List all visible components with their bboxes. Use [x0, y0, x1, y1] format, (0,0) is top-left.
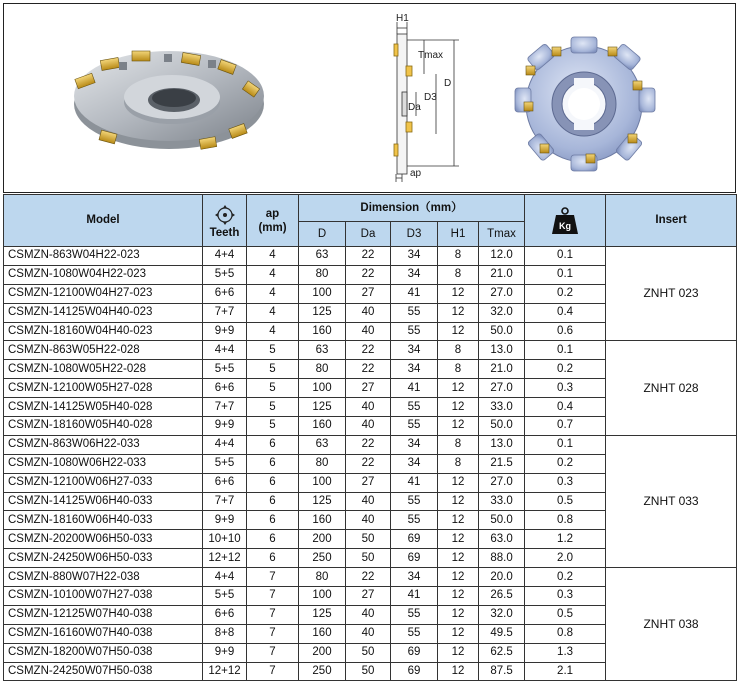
cell-d: 250 — [299, 662, 346, 681]
cell-d: 100 — [299, 473, 346, 492]
cell-h1: 8 — [438, 454, 479, 473]
cell-d3: 41 — [391, 473, 438, 492]
cell-d3: 55 — [391, 322, 438, 341]
cell-teeth: 4+4 — [203, 247, 247, 266]
product-illustrations — [4, 4, 737, 194]
cell-d3: 69 — [391, 643, 438, 662]
cell-d3: 55 — [391, 511, 438, 530]
header-insert: Insert — [606, 195, 737, 247]
cell-model: CSMZN-863W05H22-028 — [4, 341, 203, 360]
cell-h1: 8 — [438, 360, 479, 379]
header-ap-unit: (mm) — [258, 221, 287, 234]
cell-kg: 1.3 — [525, 643, 606, 662]
cell-d3: 69 — [391, 549, 438, 568]
cell-ap: 6 — [247, 549, 299, 568]
cell-ap: 6 — [247, 435, 299, 454]
cell-da: 40 — [346, 624, 391, 643]
cell-model: CSMZN-24250W07H50-038 — [4, 662, 203, 681]
cell-teeth: 5+5 — [203, 587, 247, 606]
cell-h1: 12 — [438, 549, 479, 568]
cell-model: CSMZN-880W07H22-038 — [4, 568, 203, 587]
cell-da: 27 — [346, 284, 391, 303]
teeth-cutter-icon — [212, 204, 238, 226]
cell-kg: 0.3 — [525, 587, 606, 606]
cell-kg: 1.2 — [525, 530, 606, 549]
cell-model: CSMZN-1080W06H22-033 — [4, 454, 203, 473]
cell-insert: ZNHT 028 — [606, 341, 737, 435]
cell-h1: 12 — [438, 379, 479, 398]
cell-model: CSMZN-12125W07H40-038 — [4, 605, 203, 624]
cell-d: 63 — [299, 341, 346, 360]
cell-kg: 0.3 — [525, 473, 606, 492]
cell-kg: 0.1 — [525, 435, 606, 454]
cell-teeth: 6+6 — [203, 473, 247, 492]
cell-d: 63 — [299, 435, 346, 454]
cell-tmax: 50.0 — [479, 322, 525, 341]
cell-d3: 34 — [391, 435, 438, 454]
cell-da: 22 — [346, 247, 391, 266]
cell-tmax: 63.0 — [479, 530, 525, 549]
cell-tmax: 21.0 — [479, 265, 525, 284]
cell-ap: 7 — [247, 605, 299, 624]
cell-d: 125 — [299, 398, 346, 417]
cell-d: 80 — [299, 454, 346, 473]
cell-ap: 5 — [247, 417, 299, 436]
cell-h1: 8 — [438, 435, 479, 454]
cell-model: CSMZN-18160W04H40-023 — [4, 322, 203, 341]
cell-ap: 6 — [247, 492, 299, 511]
cell-d3: 34 — [391, 265, 438, 284]
cell-teeth: 6+6 — [203, 379, 247, 398]
cell-tmax: 33.0 — [479, 398, 525, 417]
weight-kg-icon — [550, 206, 580, 236]
cell-tmax: 32.0 — [479, 303, 525, 322]
cell-d3: 69 — [391, 662, 438, 681]
cell-insert: ZNHT 033 — [606, 435, 737, 567]
diagram-label-d3: D3 — [424, 92, 437, 103]
cell-ap: 5 — [247, 341, 299, 360]
product-images-panel — [3, 3, 736, 193]
cell-d3: 34 — [391, 247, 438, 266]
cell-da: 22 — [346, 435, 391, 454]
cell-d3: 34 — [391, 568, 438, 587]
cell-da: 40 — [346, 492, 391, 511]
cell-kg: 0.2 — [525, 360, 606, 379]
cell-kg: 0.8 — [525, 624, 606, 643]
cell-ap: 5 — [247, 398, 299, 417]
cell-da: 22 — [346, 265, 391, 284]
cell-teeth: 5+5 — [203, 265, 247, 284]
cell-da: 40 — [346, 303, 391, 322]
cell-kg: 0.4 — [525, 303, 606, 322]
cell-ap: 5 — [247, 360, 299, 379]
cell-model: CSMZN-1080W05H22-028 — [4, 360, 203, 379]
cell-tmax: 27.0 — [479, 379, 525, 398]
cell-d: 100 — [299, 284, 346, 303]
cell-tmax: 50.0 — [479, 417, 525, 436]
header-tmax: Tmax — [479, 222, 525, 247]
cell-ap: 7 — [247, 568, 299, 587]
cell-h1: 12 — [438, 417, 479, 436]
cell-ap: 7 — [247, 643, 299, 662]
cell-d3: 55 — [391, 605, 438, 624]
cell-da: 40 — [346, 511, 391, 530]
cell-da: 22 — [346, 568, 391, 587]
cell-da: 40 — [346, 605, 391, 624]
cell-insert: ZNHT 023 — [606, 247, 737, 341]
cell-teeth: 6+6 — [203, 284, 247, 303]
cell-teeth: 7+7 — [203, 303, 247, 322]
diagram-label-ap: ap — [410, 168, 422, 179]
cell-d3: 69 — [391, 530, 438, 549]
table-row — [4, 247, 737, 266]
cell-tmax: 21.5 — [479, 454, 525, 473]
cell-ap: 4 — [247, 322, 299, 341]
cell-teeth: 5+5 — [203, 360, 247, 379]
cell-d: 250 — [299, 549, 346, 568]
cell-tmax: 49.5 — [479, 624, 525, 643]
cell-ap: 6 — [247, 511, 299, 530]
cell-da: 22 — [346, 360, 391, 379]
cell-model: CSMZN-18160W06H40-033 — [4, 511, 203, 530]
cell-h1: 12 — [438, 662, 479, 681]
cell-model: CSMZN-14125W06H40-033 — [4, 492, 203, 511]
cell-h1: 12 — [438, 624, 479, 643]
cell-h1: 12 — [438, 398, 479, 417]
cell-d3: 41 — [391, 587, 438, 606]
cell-da: 40 — [346, 398, 391, 417]
cell-tmax: 50.0 — [479, 511, 525, 530]
cell-tmax: 87.5 — [479, 662, 525, 681]
cell-d: 100 — [299, 379, 346, 398]
cell-teeth: 9+9 — [203, 417, 247, 436]
cell-ap: 6 — [247, 473, 299, 492]
cell-tmax: 88.0 — [479, 549, 525, 568]
cell-model: CSMZN-1080W04H22-023 — [4, 265, 203, 284]
table-row — [4, 435, 737, 454]
cell-ap: 5 — [247, 379, 299, 398]
cell-ap: 4 — [247, 265, 299, 284]
cell-teeth: 7+7 — [203, 398, 247, 417]
diagram-label-da: Da — [408, 102, 421, 113]
cell-model: CSMZN-18200W07H50-038 — [4, 643, 203, 662]
cell-h1: 12 — [438, 587, 479, 606]
cell-teeth: 6+6 — [203, 605, 247, 624]
cell-da: 50 — [346, 530, 391, 549]
cell-kg: 0.1 — [525, 341, 606, 360]
cell-tmax: 27.0 — [479, 473, 525, 492]
table-row — [4, 341, 737, 360]
cell-d: 63 — [299, 247, 346, 266]
cell-ap: 6 — [247, 530, 299, 549]
cell-h1: 12 — [438, 473, 479, 492]
cell-teeth: 10+10 — [203, 530, 247, 549]
cell-tmax: 32.0 — [479, 605, 525, 624]
cell-d3: 34 — [391, 360, 438, 379]
cell-h1: 12 — [438, 605, 479, 624]
cell-d: 200 — [299, 530, 346, 549]
cell-tmax: 12.0 — [479, 247, 525, 266]
cell-teeth: 7+7 — [203, 492, 247, 511]
cell-teeth: 12+12 — [203, 549, 247, 568]
header-da: Da — [346, 222, 391, 247]
cell-model: CSMZN-14125W04H40-023 — [4, 303, 203, 322]
cell-model: CSMZN-20200W06H50-033 — [4, 530, 203, 549]
cell-d3: 34 — [391, 454, 438, 473]
header-ap-label: ap — [265, 207, 280, 220]
header-teeth-label: Teeth — [209, 226, 240, 239]
cell-ap: 4 — [247, 284, 299, 303]
cell-d3: 41 — [391, 379, 438, 398]
cell-tmax: 33.0 — [479, 492, 525, 511]
diagram-label-d: D — [444, 78, 452, 89]
cell-kg: 0.1 — [525, 247, 606, 266]
cell-model: CSMZN-863W04H22-023 — [4, 247, 203, 266]
cell-da: 22 — [346, 341, 391, 360]
cell-ap: 6 — [247, 454, 299, 473]
cell-tmax: 26.5 — [479, 587, 525, 606]
cell-kg: 0.4 — [525, 398, 606, 417]
cell-tmax: 13.0 — [479, 341, 525, 360]
cell-kg: 0.8 — [525, 511, 606, 530]
cell-kg: 0.6 — [525, 322, 606, 341]
cell-d: 80 — [299, 568, 346, 587]
cell-teeth: 9+9 — [203, 643, 247, 662]
cell-d: 80 — [299, 265, 346, 284]
cell-model: CSMZN-10100W07H27-038 — [4, 587, 203, 606]
cell-h1: 12 — [438, 568, 479, 587]
cell-h1: 8 — [438, 341, 479, 360]
cell-h1: 12 — [438, 284, 479, 303]
table-row — [4, 568, 737, 587]
cell-da: 40 — [346, 322, 391, 341]
header-d3: D3 — [391, 222, 438, 247]
cell-teeth: 4+4 — [203, 435, 247, 454]
cell-da: 27 — [346, 587, 391, 606]
cell-d: 80 — [299, 360, 346, 379]
cell-h1: 8 — [438, 265, 479, 284]
cell-teeth: 9+9 — [203, 322, 247, 341]
cell-teeth: 5+5 — [203, 454, 247, 473]
diagram-label-tmax: Tmax — [418, 50, 443, 61]
cell-da: 27 — [346, 379, 391, 398]
cell-d3: 41 — [391, 284, 438, 303]
cell-model: CSMZN-24250W06H50-033 — [4, 549, 203, 568]
cell-d: 160 — [299, 417, 346, 436]
cell-kg: 0.7 — [525, 417, 606, 436]
cell-h1: 12 — [438, 643, 479, 662]
cell-d: 160 — [299, 511, 346, 530]
svg-text:Kg: Kg — [559, 220, 572, 231]
cell-d3: 55 — [391, 492, 438, 511]
cell-ap: 4 — [247, 247, 299, 266]
cell-d3: 55 — [391, 417, 438, 436]
cell-tmax: 13.0 — [479, 435, 525, 454]
cell-teeth: 8+8 — [203, 624, 247, 643]
cell-h1: 12 — [438, 530, 479, 549]
header-dimension: Dimension（mm） — [299, 195, 525, 222]
cell-model: CSMZN-863W06H22-033 — [4, 435, 203, 454]
cell-ap: 7 — [247, 624, 299, 643]
cell-kg: 0.2 — [525, 284, 606, 303]
cell-tmax: 20.0 — [479, 568, 525, 587]
diagram-label-h1: H1 — [396, 13, 409, 24]
header-model: Model — [4, 195, 203, 247]
cell-teeth: 12+12 — [203, 662, 247, 681]
cell-ap: 7 — [247, 662, 299, 681]
cell-h1: 8 — [438, 247, 479, 266]
cell-kg: 0.5 — [525, 492, 606, 511]
cell-d: 100 — [299, 587, 346, 606]
cell-h1: 12 — [438, 322, 479, 341]
cell-da: 50 — [346, 549, 391, 568]
cell-kg: 0.2 — [525, 454, 606, 473]
cell-d: 125 — [299, 492, 346, 511]
cell-kg: 2.0 — [525, 549, 606, 568]
cell-ap: 7 — [247, 587, 299, 606]
cell-ap: 4 — [247, 303, 299, 322]
header-weight — [525, 195, 606, 247]
cell-teeth: 9+9 — [203, 511, 247, 530]
spec-table-body — [4, 247, 737, 681]
cell-d: 200 — [299, 643, 346, 662]
cell-d: 125 — [299, 303, 346, 322]
header-h1: H1 — [438, 222, 479, 247]
cell-h1: 12 — [438, 511, 479, 530]
cell-tmax: 21.0 — [479, 360, 525, 379]
cell-kg: 0.3 — [525, 379, 606, 398]
cell-model: CSMZN-16160W07H40-038 — [4, 624, 203, 643]
header-ap — [247, 195, 299, 247]
cell-d: 160 — [299, 322, 346, 341]
cell-tmax: 27.0 — [479, 284, 525, 303]
cell-d3: 55 — [391, 624, 438, 643]
cell-da: 50 — [346, 662, 391, 681]
cell-tmax: 62.5 — [479, 643, 525, 662]
cell-h1: 12 — [438, 303, 479, 322]
cell-da: 40 — [346, 417, 391, 436]
cell-d3: 55 — [391, 398, 438, 417]
cell-model: CSMZN-18160W05H40-028 — [4, 417, 203, 436]
cell-da: 27 — [346, 473, 391, 492]
cell-da: 50 — [346, 643, 391, 662]
cell-h1: 12 — [438, 492, 479, 511]
cell-model: CSMZN-12100W05H27-028 — [4, 379, 203, 398]
cutter-perspective-photo — [74, 51, 264, 149]
cell-model: CSMZN-14125W05H40-028 — [4, 398, 203, 417]
cell-d: 125 — [299, 605, 346, 624]
header-d: D — [299, 222, 346, 247]
spec-table — [3, 194, 737, 681]
cutter-front-photo — [515, 37, 655, 171]
cell-insert: ZNHT 038 — [606, 568, 737, 681]
cell-kg: 0.1 — [525, 265, 606, 284]
cell-model: CSMZN-12100W04H27-023 — [4, 284, 203, 303]
cell-teeth: 4+4 — [203, 568, 247, 587]
cell-d3: 55 — [391, 303, 438, 322]
cell-d3: 34 — [391, 341, 438, 360]
cell-kg: 0.2 — [525, 568, 606, 587]
cell-kg: 0.5 — [525, 605, 606, 624]
cell-d: 160 — [299, 624, 346, 643]
cell-da: 22 — [346, 454, 391, 473]
header-teeth — [203, 195, 247, 247]
cell-teeth: 4+4 — [203, 341, 247, 360]
cell-model: CSMZN-12100W06H27-033 — [4, 473, 203, 492]
cell-kg: 2.1 — [525, 662, 606, 681]
